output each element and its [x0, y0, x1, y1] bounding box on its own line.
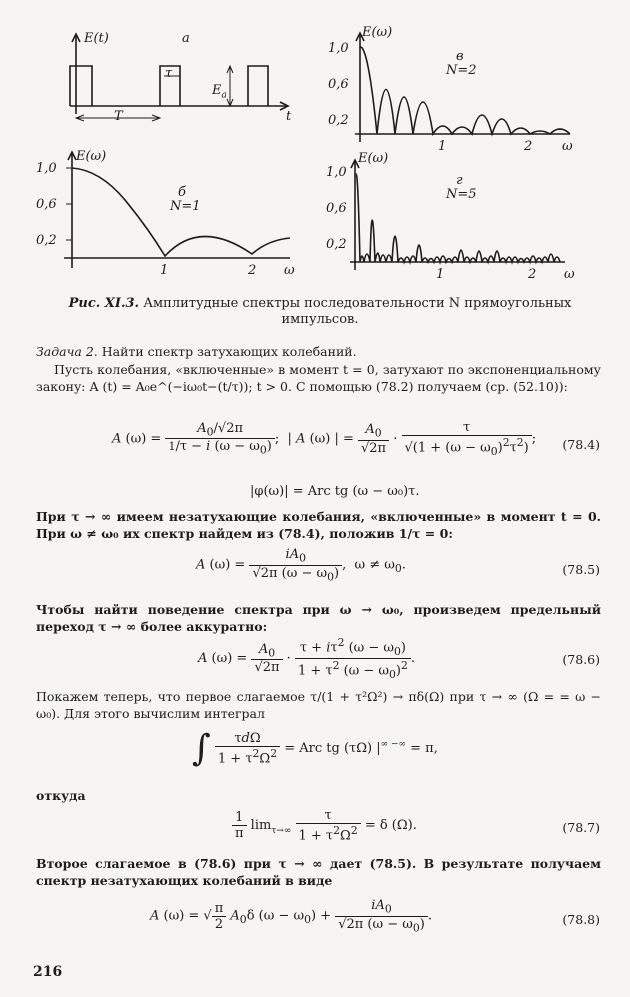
n1-ytick-2: 0,6: [36, 197, 57, 212]
n2-count-label: N=2: [446, 63, 477, 78]
n5-ytick-2: 0,6: [326, 201, 347, 216]
n2-xlabel: ω: [562, 139, 573, 154]
task-heading: [36, 343, 601, 360]
pulse-xlabel: t: [286, 109, 292, 124]
tau-label: τ: [165, 66, 173, 81]
n2-ytick-1: 1,0: [328, 41, 349, 56]
panel-a-label: а: [182, 31, 190, 46]
n1-xlabel: ω: [284, 263, 295, 278]
pulse-train-plot: [70, 31, 288, 124]
n2-ytick-2: 0,6: [328, 77, 349, 92]
eq-78-5-number: (78.5): [562, 562, 600, 577]
n1-xtick-2: 2: [248, 263, 257, 278]
n1-ytick-1: 1,0: [36, 161, 57, 176]
paragraph-1: Пусть колебания, «включенные» в момент t = 0, затухают по экспоненциальному закону: A (t) = A₀e^(−iω₀t−(t/τ)); t > 0. С помощью (78.2) получаем (ср. (52.10)):: [36, 362, 601, 394]
equation-78-4: A (ω) = $\frac{A_0/√2\pi}{1/\tau - i (\omega - \omega_0)}$ ; | A (ω) | = $\frac{A_0}{√2\pi}$ · $\frac{\tau}{√(1 + (\omega - \omega_0)^2\tau^2)}$ ;: [112, 420, 537, 458]
n1-count-label: N=1: [170, 199, 201, 214]
n5-ytick-3: 0,2: [326, 237, 347, 252]
n2-ytick-3: 0,2: [328, 113, 349, 128]
paragraph-4: Покажем теперь, что первое слагаемое τ/(1 + τ²Ω²) → πδ(Ω) при τ → ∞ (Ω = = ω − ω₀). Для этого вычислим интеграл: [36, 689, 601, 721]
caption-text: Амплитудные спектры последовательности N прямоугольных импульсов.: [143, 296, 572, 327]
paragraph-3: Чтобы найти поведение спектра при ω → ω₀, произведем предельный переход τ → ∞ более аккуратно:: [36, 602, 601, 634]
n2-ylabel: E(ω): [362, 25, 393, 40]
n5-xtick-2: 2: [528, 267, 537, 282]
n2-xtick-2: 2: [524, 139, 533, 154]
task-label: Задача 2.: [36, 344, 98, 359]
paragraph-2: При τ → ∞ имеем незатухающие колебания, «включенные» в момент t = 0. При ω ≠ ω₀ их спектр найдем из (78.4), положив 1/τ = 0:: [36, 509, 601, 541]
pulse-ylabel: E(t): [84, 31, 109, 46]
task-text: Найти спектр затухающих колебаний.: [101, 344, 357, 359]
n5-count-label: N=5: [446, 187, 477, 202]
n1-xtick-1: 1: [160, 263, 169, 278]
equation-78-5: A (ω) = $\frac{iA_0}{√2\pi (\omega - \omega_0)}$ , $\omega \ne \omega_0$.: [196, 547, 406, 584]
eq-78-4-number: (78.4): [562, 437, 600, 452]
n1-ytick-3: 0,2: [36, 233, 57, 248]
eq-78-7-number: (78.7): [562, 820, 600, 835]
paragraph-6: Второе слагаемое в (78.6) при τ → ∞ дает (78.5). В результате получаем спектр незатухающих колебаний в виде: [36, 856, 601, 888]
n5-xlabel: ω: [564, 267, 575, 282]
equation-78-6: A (ω) = $\frac{A_0}{√2\pi}$ · $\frac{\tau + i\tau^2 (\omega - \omega_0)}{1 + \tau^2 (\omega - \omega_0)^2}$ .: [198, 636, 416, 681]
n5-ytick-1: 1,0: [326, 165, 347, 180]
eq-78-8-number: (78.8): [562, 912, 600, 927]
period-label: T: [114, 109, 123, 124]
n1-ylabel: E(ω): [76, 149, 107, 164]
panel-v-label: в: [456, 49, 464, 64]
eq-78-6-number: (78.6): [562, 652, 600, 667]
page-number: 216: [33, 964, 63, 980]
equation-78-7: $\frac{1}{\pi}$ $\lim_{\tau\to\infty}$ $\frac{\tau}{1 + \tau^2\Omega^2}$ = δ (Ω).: [232, 808, 417, 843]
phase-equation: |φ(ω)| = Arc tg (ω − ω₀)τ.: [250, 484, 420, 499]
n2-xtick-1: 1: [438, 139, 447, 154]
n5-ylabel: E(ω): [358, 151, 389, 166]
panel-b-label: б: [178, 185, 186, 200]
amplitude-label: $E_а$: [212, 83, 227, 101]
paragraph-5: откуда: [36, 788, 86, 803]
integral-equation: ∫ $\frac{\text{τdΩ}}{1 + \tau^2\Omega^2}$ = Arc tg (τΩ) |∞ −∞ = π,: [192, 728, 438, 769]
n5-xtick-1: 1: [436, 267, 445, 282]
caption-label: Рис. XI.3.: [68, 296, 140, 311]
panel-g-label: г: [456, 173, 463, 188]
equation-78-8: A (ω) = √ $\frac{\pi}{2}$ $A_0\delta$ $(\omega - \omega_0)$ + $\frac{iA_0}{√2\pi (\omega - \omega_0)}$ .: [150, 898, 432, 935]
figure-caption: [40, 296, 600, 328]
